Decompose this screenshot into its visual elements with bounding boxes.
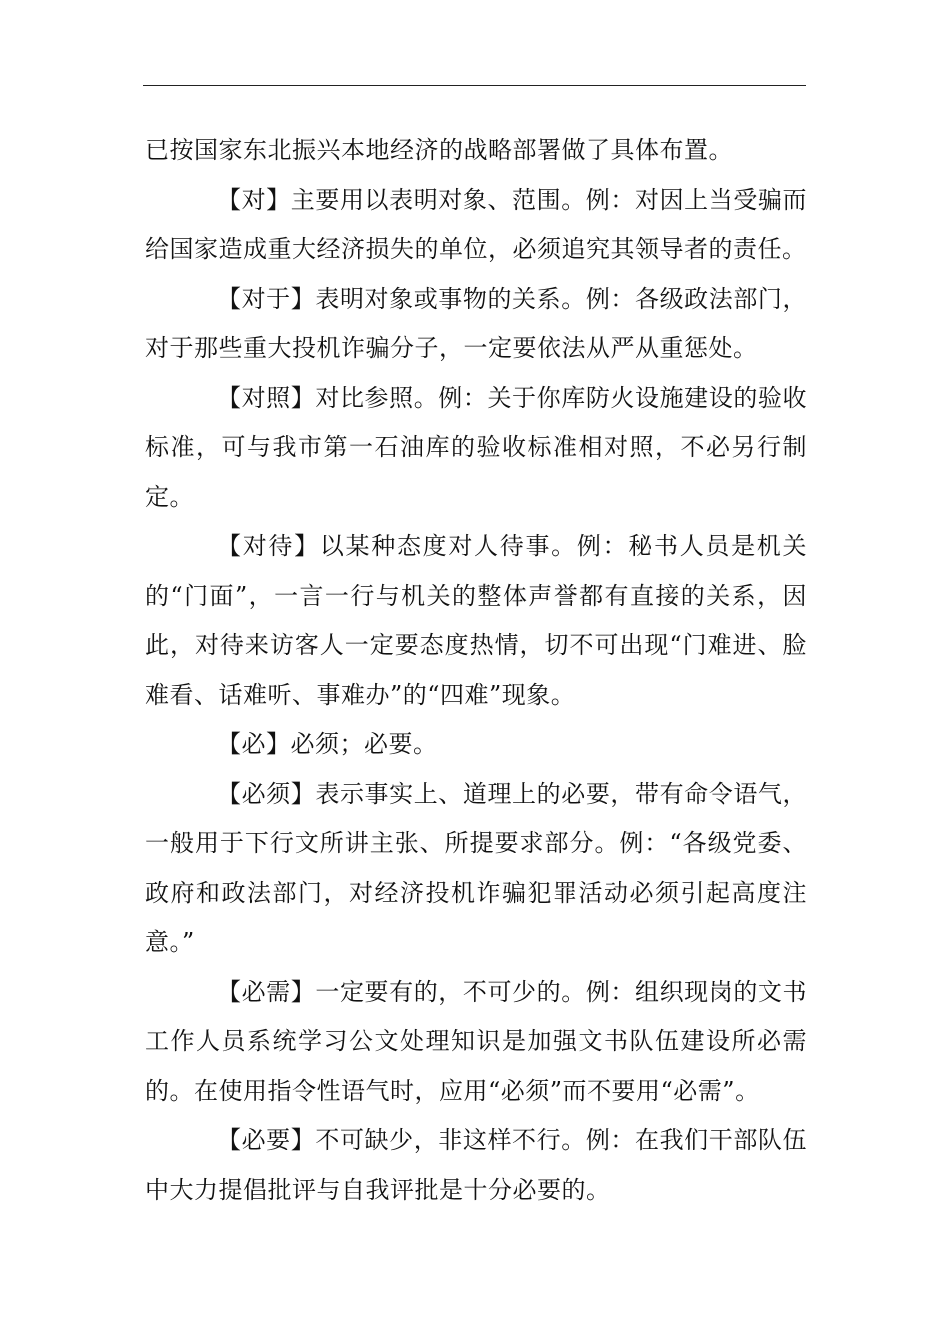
- paragraph-continuation: [145, 126, 807, 176]
- entry-term: 【必要】: [217, 1126, 316, 1154]
- entry-definition: 一定要有的，不可少的。例：组织现岗的文书工作人员系统学习公文处理知识是加强文书队伍建设所必需的。在使用指令性语气时，应用“必须”而不要用“必需”。: [145, 977, 808, 1105]
- entry-definition: 表明对象或事物的关系。例：各级政法部门，对于那些重大投机诈骗分子，一定要依法从严从重惩处。: [145, 284, 808, 362]
- entry-term: 【必】: [217, 730, 291, 758]
- entry-term: 【必需】: [217, 977, 316, 1006]
- entry-definition: 表示事实上、道理上的必要，带有命令语气，一般用于下行文所讲主张、所提要求部分。例：“各级党委、政府和政法部门，对经济投机诈骗犯罪活动必须引起高度注意。”: [145, 779, 808, 956]
- entry-bixu: [145, 770, 807, 968]
- entry-bixu-need: [145, 968, 807, 1117]
- entry-bi: [145, 720, 807, 770]
- entry-term: 【必须】: [217, 779, 316, 808]
- entry-definition: 主要用以表明对象、范围。例：对因上当受骗而给国家造成重大经济损失的单位，必须追究其领导者的责任。: [145, 185, 808, 263]
- entry-definition: 对比参照。例：关于你库防火设施建设的验收标准，可与我市第一石油库的验收标准相对照，不必另行制定。: [145, 383, 808, 511]
- entry-dui: [145, 176, 807, 275]
- entry-term: 【对照】: [217, 383, 316, 412]
- entry-term: 【对】: [217, 185, 291, 214]
- paragraph-text: 已按国家东北振兴本地经济的战略部署做了具体布置。: [145, 136, 733, 164]
- entry-duiyu: [145, 275, 807, 374]
- entry-biyao: [145, 1116, 807, 1215]
- entry-definition: 以某种态度对人待事。例：秘书人员是机关的“门面”，一言一行与机关的整体声誉都有直接的关系，因此，对待来访客人一定要态度热情，切不可出现“门难进、脸难看、话难听、事难办”的“四难”现象。: [145, 532, 808, 709]
- entry-term: 【对于】: [217, 284, 316, 313]
- entry-duizhao: [145, 374, 807, 523]
- entry-definition: 必须；必要。: [290, 730, 438, 758]
- entry-duidai: [145, 522, 807, 720]
- document-body: [145, 126, 807, 1215]
- header-rule: [143, 85, 806, 86]
- entry-definition: 不可缺少，非这样不行。例：在我们干部队伍中大力提倡批评与自我评批是十分必要的。: [145, 1126, 808, 1204]
- entry-term: 【对待】: [217, 532, 320, 560]
